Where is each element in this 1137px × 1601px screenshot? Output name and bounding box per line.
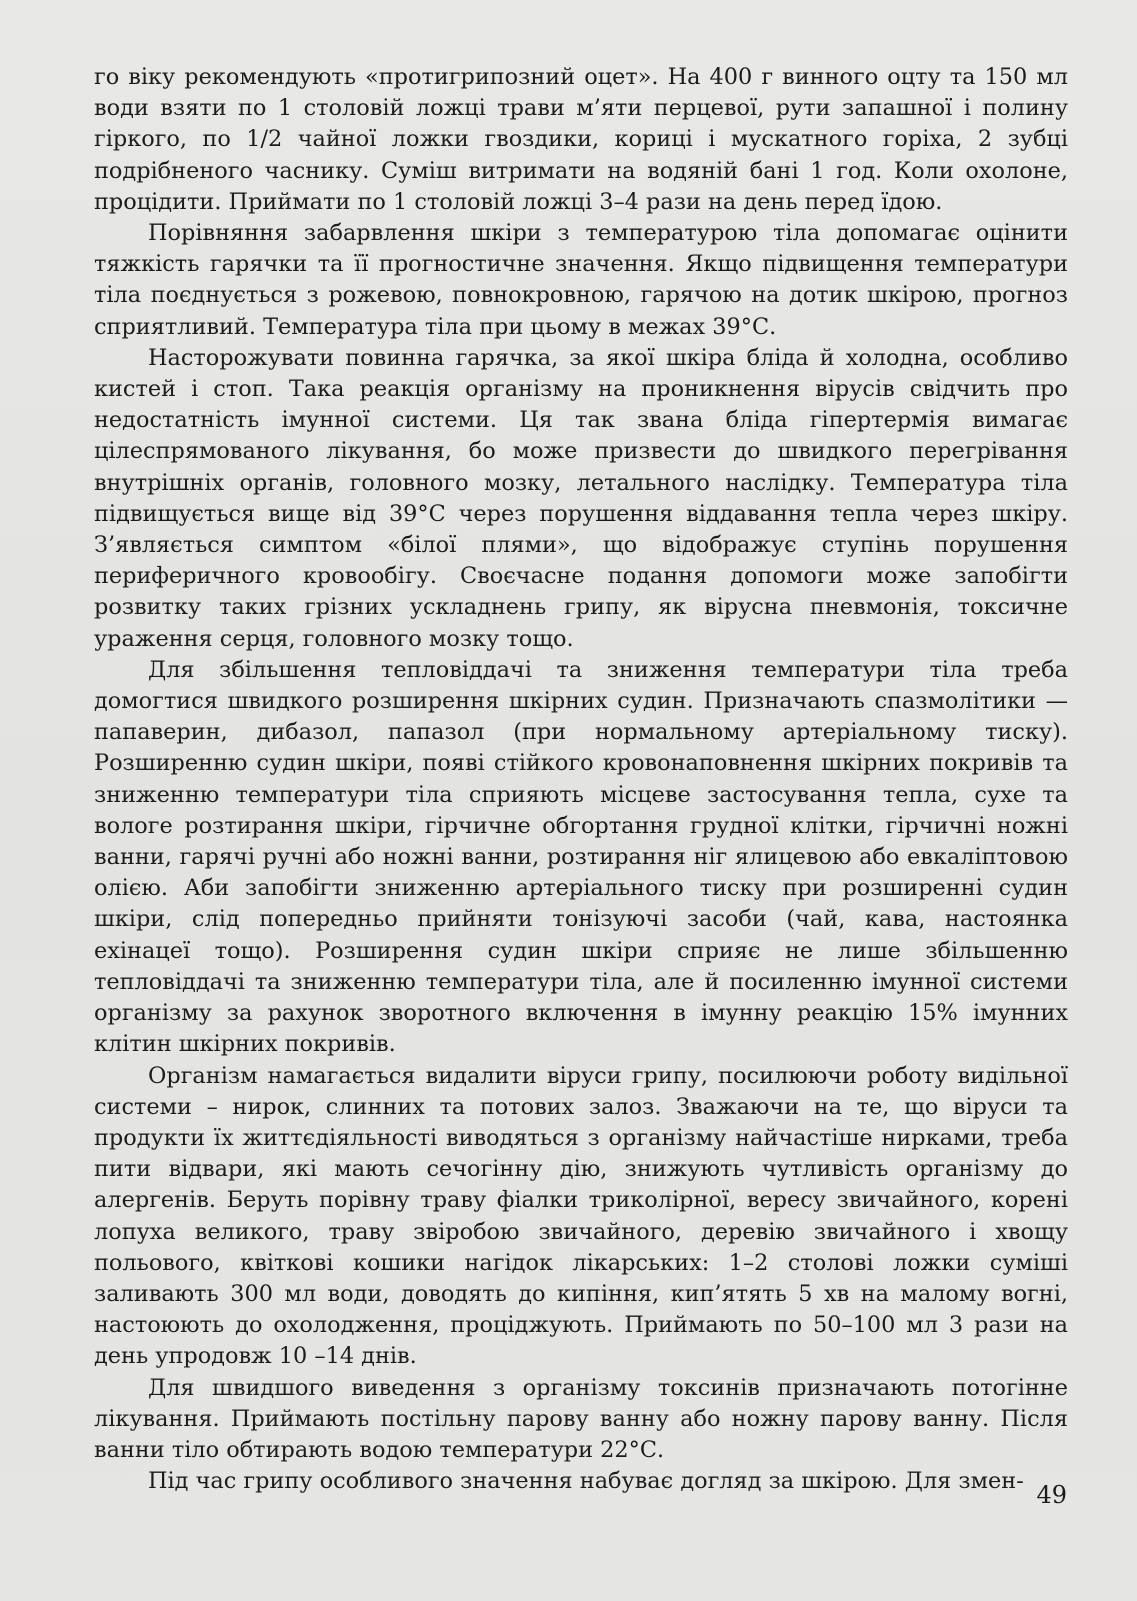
paragraph-skin-color: Порівняння забарвлення шкіри з температурою тіла допомагає оцінити тяжкість гарячки та її прогностичне значення. Якщо підвищення температури тіла поєднується з рожевою, повнокровною, гарячою на дотик шкірою, прогноз сприятливий. Температура тіла при цьому в межах 39°С. xyxy=(94,220,1068,340)
page-number: 49 xyxy=(1036,1481,1067,1509)
paragraph-heat-transfer: Для збільшення тепловіддачі та зниження температури тіла треба домогтися швидкого розширення шкірних судин. Призначають спазмолітики — папаверин, дибазол, папазол (при нормальному артеріальному тиску). Розширенню судин шкіри, появі стійкого кровонаповнення шкірних покривів та зниженню температури тіла сприяють місцеве застосування тепла, сухе та вологе розтирання шкіри, гірчичне обгортання грудної клітки, гірчичні ножні ванни, гарячі ручні або ножні ванни, розтирання ніг ялицевою або евкаліптовою олією. Аби запобігти зниженню артеріального тиску при розширенні судин шкіри, слід попередньо прийняти тонізуючі засоби (чай, кава, настоянка ехінацеї тощо). Розширення судин шкіри сприяє не лише збільшенню тепловіддачі та зниженню температури тіла, але й посиленню імунної системи організму за рахунок зворотного включення в імунну реакцію 15% імунних клітин шкірних покривів. xyxy=(94,656,1068,1058)
paragraph-pale-fever: Насторожувати повинна гарячка, за якої шкіра бліда й холодна, особливо кистей і стоп. Така реакція організму на проникнення вірусів свідчить про недостатність імунної системи. Ця так звана бліда гіпертермія вимагає цілеспрямованого лікування, бо може призвести до швидкого перегрівання внутрішніх органів, головного мозку, летального наслідку. Температура тіла підвищується вище від 39°С через порушення віддавання тепла через шкіру. З’являється симптом «білої плями», що відображує ступінь порушення периферичного кровообігу. Своєчасне подання допомоги може запобігти розвитку таких грізних ускладнень грипу, як вірусна пневмонія, токсичне ураження серця, головного мозку тощо. xyxy=(94,344,1068,652)
paragraph-skin-care: Під час грипу особливого значення набуває догляд за шкірою. Для змен- xyxy=(148,1468,1024,1495)
paragraph-excretory-system: Організм намагається видалити віруси грипу, посилюючи роботу видільної системи – нирок, слинних та потових залоз. Зважаючи на те, що віруси та продукти їх життєдіяльності виводяться з організму найчастіше нирками, треба пити відвари, які мають сечогінну дію, знижують чутливість організму до алергенів. Беруть порівну траву фіалки триколірної, вересу звичайного, корені лопуха великого, траву звіробою звичайного, деревію звичайного і хвощу польового, квіткові кошики нагідок лікарських: 1–2 столові ложки суміші заливають 300 мл води, доводять до кипіння, кип’ятять 5 хв на малому вогні, настоюють до охолодження, проціджують. Приймають по 50–100 мл 3 рази на день упродовж 10 –14 днів. xyxy=(94,1062,1068,1370)
body-text xyxy=(94,62,1068,1497)
paragraph-vinegar-recipe: го віку рекомендують «протигрипозний оцет». На 400 г винного оцту та 150 мл води взяти по 1 столовій ложці трави м’яти перцевої, рути запашної і полину гіркого, по 1/2 чайної ложки гвоздики, кориці і мускатного горіха, 2 зубці подрібненого часнику. Суміш витримати на водяній бані 1 год. Коли охолоне, процідити. Приймати по 1 столовій ложці 3–4 рази на день перед їдою. xyxy=(94,64,1068,215)
paragraph-sweating: Для швидшого виведення з організму токсинів призначають потогінне лікування. Приймають постільну парову ванну або ножну парову ванну. Після ванни тіло обтирають водою температури 22°С. xyxy=(94,1374,1068,1463)
